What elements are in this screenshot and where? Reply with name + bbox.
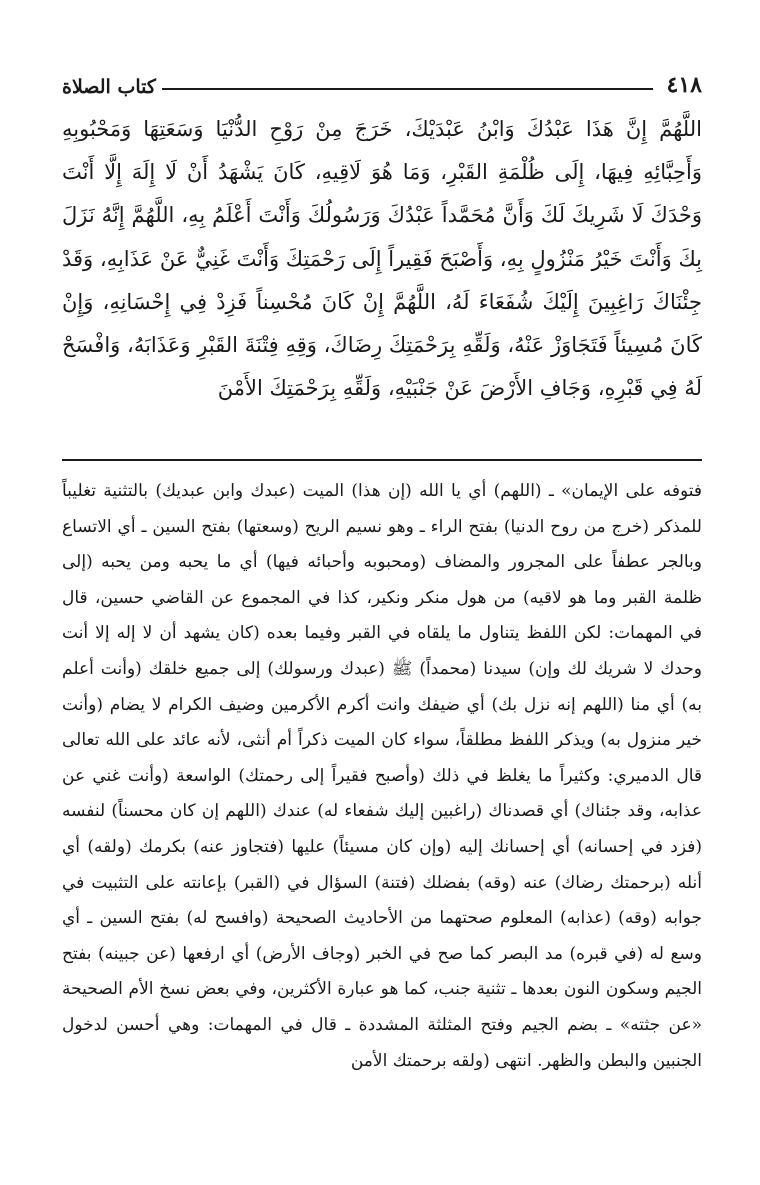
commentary-block [62, 474, 702, 1079]
page-number: ٤١٨ [666, 72, 702, 98]
book-title: كتاب الصلاة [62, 76, 156, 98]
header-rule [162, 88, 653, 90]
footnote-separator [62, 459, 702, 461]
page-header [62, 68, 702, 98]
hadith-text: اللَّهُمَّ إِنَّ هَذَا عَبْدُكَ وَابْنُ عَبْدَيْكَ، خَرَجَ مِنْ رَوْحِ الدُّنْيَا وَسَعَتِهَا وَمَحْبُوبِهِ وَأَحِبَّائِهِ فِيهَا، إِلَى ظُلْمَةِ القَبْرِ، وَمَا هُوَ لَاقِيهِ، كَانَ يَشْهَدُ أَنْ لَا إِلَهَ إِلَّا أَنْتَ وَحْدَكَ لَا شَرِيكَ لَكَ وَأَنَّ مُحَمَّداً عَبْدُكَ وَرَسُولُكَ وَأَنْتَ أَعْلَمُ بِهِ، اللَّهُمَّ إِنَّهُ نَزَلَ بِكَ وَأَنْتَ خَيْرُ مَنْزُولٍ بِهِ، وَأَصْبَحَ فَقِيراً إِلَى رَحْمَتِكَ وَأَنْتَ غَنِيٌّ عَنْ عَذَابِهِ، وَقَدْ جِئْنَاكَ رَاغِبِينَ إِلَيْكَ شُفَعَاءَ لَهُ، اللَّهُمَّ إِنْ كَانَ مُحْسِناً فَزِدْ فِي إِحْسَانِهِ، وَإِنْ كَانَ مُسِيئاً فَتَجَاوَزْ عَنْهُ، وَلَقِّهِ بِرَحْمَتِكَ رِضَاكَ، وَقِهِ فِتْنَةَ القَبْرِ وَعَذَابَهُ، وَافْسَحْ لَهُ فِي قَبْرِهِ، وَجَافِ الأَرْضَ عَنْ جَنْبَيْهِ، وَلَقِّهِ بِرَحْمَتِكَ الأَمْنَ [62, 117, 703, 401]
commentary-paragraph: فتوفه على الإيمان» ـ (اللهم) أي يا الله (إن هذا) الميت (عبدك وابن عبديك) بالتثنية تغليباً للمذكر (خرج من روح الدنيا) بفتح الراء ـ وهو نسيم الريح (وسعتها) بفتح السين ـ أي الاتساع وبالجر عطفاً على المجرور والمضاف (ومحبوبه وأحبائه فيها) أي ما يحبه ومن يحبه (إلى ظلمة القبر وما هو لاقيه) من هول منكر ونكير، كذا في المجموع عن القاضي حسين، قال في المهمات: لكن اللفظ يتناول ما يلقاه في القبر وفيما بعده (كان يشهد أن لا إله إلا أنت وحدك لا شريك لك وإن) سيدنا (محمداً) ﷺ (عبدك ورسولك) إلى جميع خلقك (وأنت أعلم به) أي منا (اللهم إنه نزل بك) أي ضيفك وانت أكرم الأكرمين وضيف الكرام لا يضام (وأنت خير منزول به) ويذكر اللفظ مطلقاً، سواء كان الميت ذكراً أم أنثى، لأنه عائد على الله تعالى قال الدميري: وكثيراً ما يغلظ في ذلك (وأصبح فقيراً إلى رحمتك) الواسعة (وأنت غني عن عذابه، وقد جئناك) أي قصدناك (راغبين إليك شفعاء له) عندك (اللهم إن كان محسناً) لنفسه (فزد في إحسانه) أي إحسانك إليه (وإن كان مسيئاً) عليها (فتجاوز عنه) بكرمك (ولقه) أي أنله (برحمتك رضاك) عنه (وقه) بفضلك (فتنة) السؤال في (القبر) بإعانته على التثبيت في جوابه (وقه) (عذابه) المعلوم صحتهما من الأحاديث الصحيحة (وافسح له) بفتح السين ـ أي وسع له (في قبره) مد البصر كما صح في الخبر (وجاف الأرض) أي ارفعها (عن جبينه) بفتح الجيم وسكون النون بعدها ـ تثنية جنب، كما هو عبارة الأكثرين، وفي بعض نسخ الأم الصحيحة «عن جثته» ـ بضم الجيم وفتح المثلثة المشددة ـ قال في المهمات: وهي أحسن لدخول الجنبين والبطن والظهر. انتهى (ولقه برحمتك الأمن [62, 481, 702, 1071]
